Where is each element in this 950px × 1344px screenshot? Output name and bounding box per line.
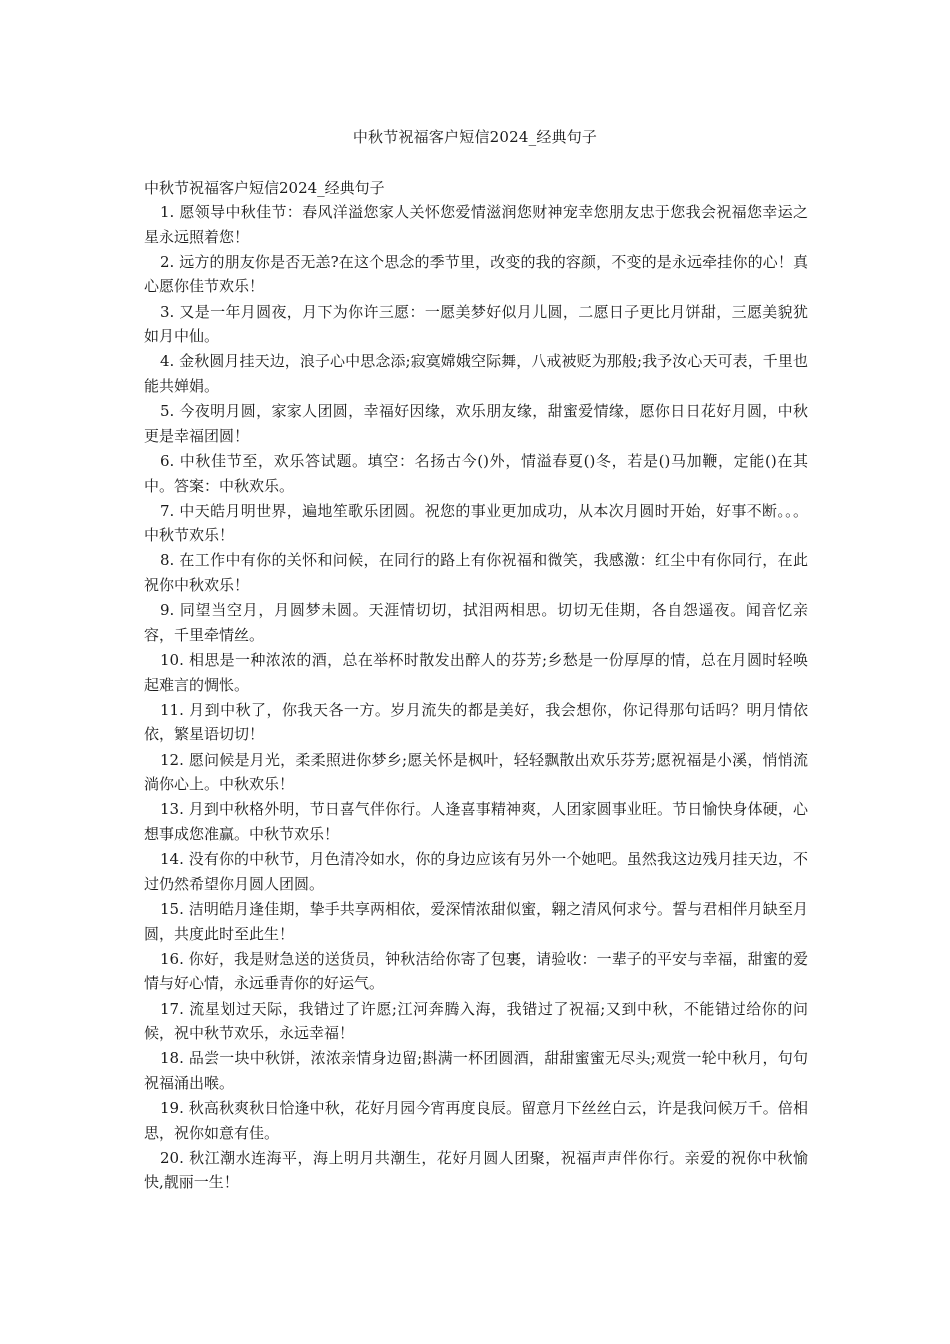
list-item-number: 20. [160, 1148, 184, 1167]
list-item-text: 又是一年月圆夜，月下为你许三愿：一愿美梦好似月儿圆，二愿日子更比月饼甜，三愿美貌犹如月中仙。 [144, 302, 808, 346]
list-item-text: 流星划过天际，我错过了许愿;江河奔腾入海，我错过了祝福;又到中秋，不能错过给你的问候，祝中秋节欢乐，永远幸福！ [144, 999, 808, 1043]
list-item-text: 愿领导中秋佳节：春风洋溢您家人关怀您爱情滋润您财神宠幸您朋友忠于您我会祝福您幸运之星永远照着您！ [144, 203, 808, 246]
list-item-number: 3. [160, 302, 175, 321]
list-item-number: 7. [160, 501, 175, 520]
list-item [144, 648, 808, 697]
list-item-number: 16. [160, 949, 184, 968]
list-item [144, 399, 808, 448]
list-item-text: 品尝一块中秋饼，浓浓亲情身边留;斟满一杯团圆酒，甜甜蜜蜜无尽头;观赏一轮中秋月，句句祝福涌出喉。 [144, 1049, 808, 1092]
document-subtitle: 中秋节祝福客户短信2024_经典句子 [144, 179, 385, 197]
list-item [144, 997, 808, 1046]
list-item [144, 598, 808, 647]
list-item [144, 847, 808, 896]
list-item-number: 15. [160, 899, 184, 918]
list-item [144, 548, 808, 597]
list-item-number: 12. [160, 750, 184, 769]
list-item-number: 6. [160, 451, 175, 470]
list-item-number: 2. [160, 252, 175, 271]
list-item [144, 748, 808, 797]
list-item-number: 11. [160, 700, 184, 719]
list-item [144, 200, 808, 249]
list-item-text: 同望当空月，月圆梦未圆。天涯情切切，拭泪两相思。切切无佳期，各自怨遥夜。闻音忆亲容，千里牵情丝。 [144, 601, 808, 644]
list-item-text: 金秋圆月挂天边，浪子心中思念添;寂寞嫦娥空际舞，八戒被贬为那般;我予汝心天可表，千里也能共婵娟。 [144, 352, 808, 395]
list-item-text: 今夜明月圆，家家人团圆，幸福好因缘，欢乐朋友缘，甜蜜爱情缘，愿你日日花好月圆，中秋更是幸福团圆！ [144, 402, 808, 445]
list-item-text: 秋高秋爽秋日恰逢中秋，花好月园今宵再度良辰。留意月下丝丝白云，许是我问候万千。倍相思，祝你如意有佳。 [144, 1099, 808, 1142]
list-item-number: 1. [160, 203, 175, 221]
list-item [144, 1146, 808, 1195]
list-item-text: 月到中秋了，你我天各一方。岁月流失的都是美好，我会想你，你记得那句话吗？明月情依依，繁星语切切！ [144, 700, 808, 744]
list-item [144, 250, 808, 299]
list-item-number: 8. [160, 551, 175, 570]
list-item [144, 499, 808, 548]
list-item [144, 349, 808, 398]
list-item [144, 300, 808, 349]
list-item-number: 18. [160, 1049, 184, 1068]
list-item-text: 洁明皓月逢佳期，挚手共享两相依，爱深情浓甜似蜜，翱之清风何求兮。誓与君相伴月缺至月圆，共度此时至此生！ [144, 899, 808, 943]
list-item [144, 897, 808, 946]
list-item-number: 4. [160, 352, 175, 371]
list-item-text: 远方的朋友你是否无恙?在这个思念的季节里，改变的我的容颜，不变的是永远牵挂你的心！真心愿你佳节欢乐！ [144, 252, 809, 296]
list-item-text: 月到中秋格外明，节日喜气伴你行。人逢喜事精神爽，人团家圆事业旺。节日愉快身体硬，心想事成您准赢。中秋节欢乐！ [144, 800, 808, 843]
list-item [144, 1046, 808, 1095]
list-item [144, 449, 808, 498]
list-item-number: 13. [160, 800, 184, 819]
list-item-number: 5. [160, 402, 175, 421]
document-body [144, 176, 808, 1196]
list-item-number: 19. [160, 1099, 184, 1118]
list-item-text: 秋江潮水连海平，海上明月共潮生，花好月圆人团聚，祝福声声伴你行。亲爱的祝你中秋愉快,靓丽一生！ [144, 1148, 808, 1192]
list-item-number: 10. [160, 651, 184, 670]
list-item-number: 17. [160, 999, 184, 1018]
greeting-list [144, 200, 808, 1195]
list-item-text: 愿问候是月光，柔柔照进你梦乡;愿关怀是枫叶，轻轻飘散出欢乐芬芳;愿祝福是小溪，悄悄流淌你心上。中秋欢乐！ [144, 750, 808, 794]
list-item-number: 14. [160, 850, 184, 869]
list-item-text: 中天皓月明世界，遍地笙歌乐团圆。祝您的事业更加成功，从本次月圆时开始，好事不断。。。中秋节欢乐！ [144, 501, 808, 545]
list-item [144, 698, 808, 747]
list-item [144, 1096, 808, 1145]
document-title: 中秋节祝福客户短信2024_经典句子 [352, 128, 598, 146]
list-item-number: 9. [160, 601, 175, 620]
list-item-text: 你好，我是财急送的送货员，钟秋洁给你寄了包裹，请验收：一辈子的平安与幸福，甜蜜的爱情与好心情，永远垂青你的好运气。 [144, 949, 808, 993]
list-item [144, 947, 808, 996]
list-item-text: 相思是一种浓浓的酒，总在举杯时散发出醉人的芬芳;乡愁是一份厚厚的情，总在月圆时轻唤起难言的惆怅。 [144, 651, 808, 694]
list-item-text: 没有你的中秋节，月色清冷如水，你的身边应该有另外一个她吧。虽然我这边残月挂天边，不过仍然希望你月圆人团圆。 [144, 850, 808, 893]
list-item-text: 中秋佳节至，欢乐答试题。填空：名扬古今()外，情溢春夏()冬，若是()马加鞭，定能()在其中。答案：中秋欢乐。 [144, 451, 808, 495]
list-item [144, 797, 808, 846]
list-item-text: 在工作中有你的关怀和问候，在同行的路上有你祝福和微笑，我感激：红尘中有你同行，在此祝你中秋欢乐！ [144, 551, 808, 595]
